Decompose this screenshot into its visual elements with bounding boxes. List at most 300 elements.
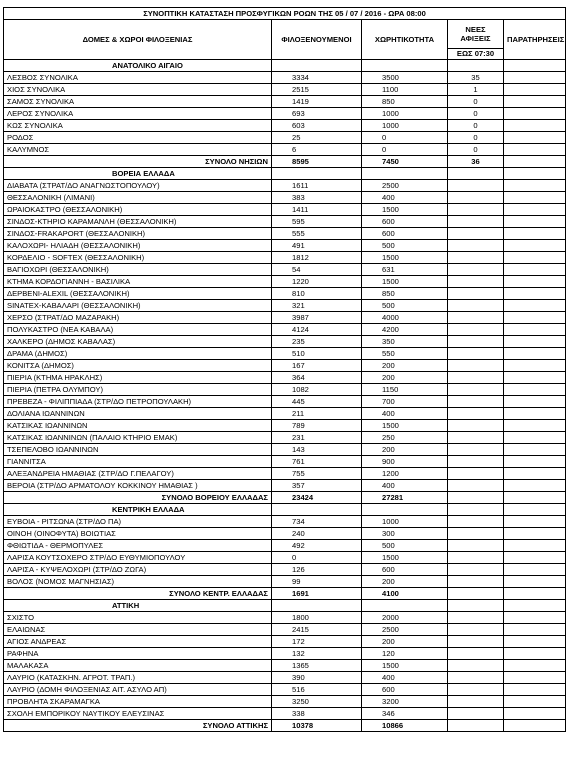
document-title: ΣΥΝΟΠΤΙΚΗ ΚΑΤΑΣΤΑΣΗ ΠΡΟΣΦΥΓΙΚΩΝ ΡΟΩΝ ΤΗΣ 05 / 07 / 2016 - ΩΡΑ 08:00 — [4, 8, 566, 20]
table-row — [4, 540, 566, 552]
hosted-cell: 1812 — [272, 252, 362, 264]
hosted-cell: 755 — [272, 468, 362, 480]
new-arrivals-cell — [448, 540, 504, 552]
facility-name-cell: ΧΑΛΚΕΡΟ (ΔΗΜΟΣ ΚΑΒΑΛΑΣ) — [4, 336, 272, 348]
hosted-cell: 54 — [272, 264, 362, 276]
table-row — [4, 384, 566, 396]
region-header-row — [4, 504, 566, 516]
remarks-cell — [504, 444, 566, 456]
total-row — [4, 156, 566, 168]
facility-name-cell: ΛΑΡΙΣΑ ΚΟΥΤΣΟΧΕΡΟ ΣΤΡ/ΔΟ ΕΥΘΥΜΙΟΠΟΥΛΟΥ — [4, 552, 272, 564]
new-arrivals-cell — [448, 312, 504, 324]
table-body — [4, 8, 566, 732]
new-arrivals-cell: 35 — [448, 72, 504, 84]
remarks-cell — [504, 156, 566, 168]
hosted-cell: 390 — [272, 672, 362, 684]
new-arrivals-cell — [448, 468, 504, 480]
remarks-cell — [504, 228, 566, 240]
new-arrivals-cell — [448, 192, 504, 204]
header-facilities: ΔΟΜΕΣ & ΧΩΡΟΙ ΦΙΛΟΞΕΝΙΑΣ — [4, 20, 272, 60]
table-row — [4, 132, 566, 144]
facility-name-cell: ΣΥΝΟΛΟ ΚΕΝΤΡ. ΕΛΛΑΔΑΣ — [4, 588, 272, 600]
facility-name-cell: ΒΟΛΟΣ (ΝΟΜΟΣ ΜΑΓΝΗΣΙΑΣ) — [4, 576, 272, 588]
facility-name-cell: ΕΥΒΟΙΑ - ΡΙΤΣΩΝΑ (ΣΤΡ/ΔΟ ΠΑ) — [4, 516, 272, 528]
new-arrivals-cell — [448, 696, 504, 708]
remarks-cell — [504, 720, 566, 732]
remarks-cell — [504, 144, 566, 156]
hosted-cell: 3334 — [272, 72, 362, 84]
facility-name-cell: SINATEX-ΚΑΒΑΛΑΡΙ (ΘΕΣΣΑΛΟΝΙΚΗ) — [4, 300, 272, 312]
table-row — [4, 648, 566, 660]
hosted-cell: 0 — [272, 552, 362, 564]
capacity-cell: 27281 — [362, 492, 448, 504]
new-arrivals-cell — [448, 432, 504, 444]
capacity-cell: 200 — [362, 576, 448, 588]
facility-name-cell: ΑΤΤΙΚΗ — [4, 600, 272, 612]
table-row — [4, 420, 566, 432]
new-arrivals-cell — [448, 408, 504, 420]
hosted-cell: 1220 — [272, 276, 362, 288]
capacity-cell: 1150 — [362, 384, 448, 396]
remarks-cell — [504, 468, 566, 480]
facility-name-cell: ΣΧΙΣΤΟ — [4, 612, 272, 624]
facility-name-cell: ΠΡΕΒΕΖΑ - ΦΙΛΙΠΠΙΑΔΑ (ΣΤΡ/ΔΟ ΠΕΤΡΟΠΟΥΛΑΚΗ) — [4, 396, 272, 408]
facility-name-cell: ΔΡΑΜΑ (ΔΗΜΟΣ) — [4, 348, 272, 360]
new-arrivals-cell — [448, 504, 504, 516]
remarks-cell — [504, 96, 566, 108]
region-header-row — [4, 60, 566, 72]
capacity-cell: 0 — [362, 144, 448, 156]
new-arrivals-cell — [448, 228, 504, 240]
region-header-row — [4, 168, 566, 180]
new-arrivals-cell — [448, 168, 504, 180]
capacity-cell — [362, 168, 448, 180]
facility-name-cell: ΚΟΡΔΕΛΙΟ - SOFTEX (ΘΕΣΣΑΛΟΝΙΚΗ) — [4, 252, 272, 264]
new-arrivals-cell — [448, 624, 504, 636]
capacity-cell: 300 — [362, 528, 448, 540]
remarks-cell — [504, 528, 566, 540]
new-arrivals-cell — [448, 324, 504, 336]
remarks-cell — [504, 336, 566, 348]
hosted-cell: 1691 — [272, 588, 362, 600]
facility-name-cell: ΑΝΑΤΟΛΙΚΟ ΑΙΓΑΙΟ — [4, 60, 272, 72]
new-arrivals-cell — [448, 288, 504, 300]
new-arrivals-cell — [448, 660, 504, 672]
remarks-cell — [504, 204, 566, 216]
new-arrivals-cell: 0 — [448, 132, 504, 144]
hosted-cell: 8595 — [272, 156, 362, 168]
new-arrivals-cell — [448, 372, 504, 384]
table-row — [4, 708, 566, 720]
capacity-cell: 600 — [362, 216, 448, 228]
facility-name-cell: ΟΙΝΟΗ (ΟΙΝΟΦΥΤΑ) ΒΟΙΩΤΙΑΣ — [4, 528, 272, 540]
capacity-cell: 3200 — [362, 696, 448, 708]
hosted-cell: 383 — [272, 192, 362, 204]
new-arrivals-cell — [448, 60, 504, 72]
table-row — [4, 516, 566, 528]
facility-name-cell: ΣΥΝΟΛΟ ΝΗΣΙΩΝ — [4, 156, 272, 168]
table-row — [4, 180, 566, 192]
capacity-cell — [362, 600, 448, 612]
total-row — [4, 720, 566, 732]
new-arrivals-cell — [448, 360, 504, 372]
hosted-cell: 734 — [272, 516, 362, 528]
header-row — [4, 20, 566, 49]
facility-name-cell: ΒΟΡΕΙΑ ΕΛΛΑΔΑ — [4, 168, 272, 180]
facility-name-cell: ΩΡΑΙΟΚΑΣΤΡΟ (ΘΕΣΣΑΛΟΝΙΚΗ) — [4, 204, 272, 216]
remarks-cell — [504, 180, 566, 192]
table-row — [4, 564, 566, 576]
facility-name-cell: ΚΑΤΣΙΚΑΣ ΙΩΑΝΝΙΝΩΝ — [4, 420, 272, 432]
new-arrivals-cell — [448, 240, 504, 252]
remarks-cell — [504, 120, 566, 132]
remarks-cell — [504, 432, 566, 444]
facility-name-cell: ΣΙΝΔΟΣ-FRAKAPORT (ΘΕΣΣΑΛΟΝΙΚΗ) — [4, 228, 272, 240]
capacity-cell: 600 — [362, 564, 448, 576]
facility-name-cell: ΔΟΛΙΑΝΑ ΙΩΑΝΝΙΝΩΝ — [4, 408, 272, 420]
facility-name-cell: ΑΓΙΟΣ ΑΝΔΡΕΑΣ — [4, 636, 272, 648]
remarks-cell — [504, 516, 566, 528]
hosted-cell: 6 — [272, 144, 362, 156]
table-row — [4, 444, 566, 456]
facility-name-cell: ΜΑΛΑΚΑΣΑ — [4, 660, 272, 672]
new-arrivals-cell — [448, 480, 504, 492]
hosted-cell — [272, 168, 362, 180]
table-row — [4, 108, 566, 120]
capacity-cell: 346 — [362, 708, 448, 720]
new-arrivals-cell: 0 — [448, 120, 504, 132]
capacity-cell: 200 — [362, 360, 448, 372]
facility-name-cell: ΚΕΝΤΡΙΚΗ ΕΛΛΑΔΑ — [4, 504, 272, 516]
table-row — [4, 324, 566, 336]
table-row — [4, 552, 566, 564]
hosted-cell — [272, 60, 362, 72]
capacity-cell: 700 — [362, 396, 448, 408]
hosted-cell: 3250 — [272, 696, 362, 708]
region-header-row — [4, 600, 566, 612]
facility-name-cell: ΡΟΔΟΣ — [4, 132, 272, 144]
capacity-cell: 850 — [362, 96, 448, 108]
remarks-cell — [504, 324, 566, 336]
remarks-cell — [504, 384, 566, 396]
total-row — [4, 588, 566, 600]
table-row — [4, 228, 566, 240]
facility-name-cell: ΓΙΑΝΝΙΤΣΑ — [4, 456, 272, 468]
table-row — [4, 684, 566, 696]
capacity-cell: 3500 — [362, 72, 448, 84]
table-row — [4, 612, 566, 624]
hosted-cell: 364 — [272, 372, 362, 384]
hosted-cell: 603 — [272, 120, 362, 132]
title-row — [4, 8, 566, 20]
remarks-cell — [504, 708, 566, 720]
table-row — [4, 96, 566, 108]
remarks-cell — [504, 396, 566, 408]
remarks-cell — [504, 300, 566, 312]
new-arrivals-cell — [448, 684, 504, 696]
table-row — [4, 408, 566, 420]
capacity-cell: 0 — [362, 132, 448, 144]
new-arrivals-cell — [448, 516, 504, 528]
capacity-cell: 850 — [362, 288, 448, 300]
remarks-cell — [504, 480, 566, 492]
facility-name-cell: ΚΩΣ ΣΥΝΟΛΙΚΑ — [4, 120, 272, 132]
hosted-cell: 25 — [272, 132, 362, 144]
capacity-cell: 2000 — [362, 612, 448, 624]
hosted-cell: 492 — [272, 540, 362, 552]
facility-name-cell: ΠΙΕΡΙΑ (ΚΤΗΜΑ ΗΡΑΚΛΗΣ) — [4, 372, 272, 384]
table-row — [4, 120, 566, 132]
table-row — [4, 84, 566, 96]
hosted-cell: 510 — [272, 348, 362, 360]
remarks-cell — [504, 72, 566, 84]
hosted-cell: 167 — [272, 360, 362, 372]
facility-name-cell: ΚΑΤΣΙΚΑΣ ΙΩΑΝΝΙΝΩΝ (ΠΑΛΑΙΟ ΚΤΗΡΙΟ ΕΜΑΚ) — [4, 432, 272, 444]
capacity-cell: 2500 — [362, 180, 448, 192]
capacity-cell: 1500 — [362, 204, 448, 216]
hosted-cell — [272, 504, 362, 516]
facility-name-cell: ΛΕΣΒΟΣ ΣΥΝΟΛΙΚΑ — [4, 72, 272, 84]
hosted-cell: 693 — [272, 108, 362, 120]
new-arrivals-cell: 0 — [448, 144, 504, 156]
capacity-cell: 4100 — [362, 588, 448, 600]
facility-name-cell: ΣΧΟΛΗ ΕΜΠΟΡΙΚΟΥ ΝΑΥΤΙΚΟΥ ΕΛΕΥΣΙΝΑΣ — [4, 708, 272, 720]
new-arrivals-cell: 36 — [448, 156, 504, 168]
hosted-cell: 1082 — [272, 384, 362, 396]
remarks-cell — [504, 552, 566, 564]
remarks-cell — [504, 60, 566, 72]
new-arrivals-cell — [448, 420, 504, 432]
hosted-cell: 1411 — [272, 204, 362, 216]
capacity-cell: 2500 — [362, 624, 448, 636]
hosted-cell: 99 — [272, 576, 362, 588]
remarks-cell — [504, 264, 566, 276]
capacity-cell: 900 — [362, 456, 448, 468]
table-row — [4, 636, 566, 648]
table-row — [4, 372, 566, 384]
hosted-cell: 2415 — [272, 624, 362, 636]
facility-name-cell: ΚΑΛΟΧΩΡΙ- ΗΛΙΑΔΗ (ΘΕΣΣΑΛΟΝΙΚΗ) — [4, 240, 272, 252]
capacity-cell: 1500 — [362, 552, 448, 564]
table-row — [4, 696, 566, 708]
facility-name-cell: ΧΕΡΣΟ (ΣΤΡΑΤ/ΔΟ ΜΑΖΑΡΑΚΗ) — [4, 312, 272, 324]
remarks-cell — [504, 588, 566, 600]
new-arrivals-cell — [448, 588, 504, 600]
new-arrivals-cell — [448, 396, 504, 408]
hosted-cell: 1611 — [272, 180, 362, 192]
hosted-cell: 231 — [272, 432, 362, 444]
capacity-cell: 500 — [362, 240, 448, 252]
capacity-cell: 350 — [362, 336, 448, 348]
hosted-cell: 172 — [272, 636, 362, 648]
table-row — [4, 312, 566, 324]
capacity-cell: 400 — [362, 672, 448, 684]
hosted-cell: 4124 — [272, 324, 362, 336]
refugee-flows-table — [3, 7, 566, 732]
table-row — [4, 300, 566, 312]
capacity-cell: 600 — [362, 684, 448, 696]
facility-name-cell: ΒΕΡΟΙΑ (ΣΤΡ/ΔΟ ΑΡΜΑΤΟΛΟΥ ΚΟΚΚΙΝΟΥ ΗΜΑΘΙΑΣ ) — [4, 480, 272, 492]
capacity-cell: 1500 — [362, 420, 448, 432]
table-row — [4, 396, 566, 408]
capacity-cell: 200 — [362, 372, 448, 384]
new-arrivals-cell — [448, 612, 504, 624]
remarks-cell — [504, 348, 566, 360]
total-row — [4, 492, 566, 504]
new-arrivals-cell — [448, 720, 504, 732]
facility-name-cell: ΣΥΝΟΛΟ ΒΟΡΕΙΟΥ ΕΛΛΑΔΑΣ — [4, 492, 272, 504]
header-capacity: ΧΩΡΗΤΙΚΟΤΗΤΑ — [362, 20, 448, 60]
remarks-cell — [504, 492, 566, 504]
capacity-cell: 1000 — [362, 120, 448, 132]
capacity-cell: 200 — [362, 444, 448, 456]
new-arrivals-cell — [448, 300, 504, 312]
remarks-cell — [504, 240, 566, 252]
new-arrivals-cell — [448, 648, 504, 660]
new-arrivals-cell — [448, 180, 504, 192]
new-arrivals-cell — [448, 216, 504, 228]
new-arrivals-cell — [448, 600, 504, 612]
capacity-cell: 400 — [362, 480, 448, 492]
hosted-cell — [272, 600, 362, 612]
remarks-cell — [504, 648, 566, 660]
facility-name-cell: ΣΙΝΔΟΣ-ΚΤΗΡΙΟ ΚΑΡΑΜΑΝΛΗ (ΘΕΣΣΑΛΟΝΙΚΗ) — [4, 216, 272, 228]
remarks-cell — [504, 372, 566, 384]
hosted-cell: 1800 — [272, 612, 362, 624]
remarks-cell — [504, 288, 566, 300]
new-arrivals-cell — [448, 384, 504, 396]
capacity-cell: 120 — [362, 648, 448, 660]
remarks-cell — [504, 456, 566, 468]
capacity-cell: 631 — [362, 264, 448, 276]
table-row — [4, 528, 566, 540]
hosted-cell: 132 — [272, 648, 362, 660]
facility-name-cell: ΛΑΡΙΣΑ - ΚΥΨΕΛΟΧΩΡΙ (ΣΤΡ/ΔΟ ΖΩΓΑ) — [4, 564, 272, 576]
hosted-cell: 761 — [272, 456, 362, 468]
hosted-cell: 595 — [272, 216, 362, 228]
new-arrivals-cell: 0 — [448, 96, 504, 108]
new-arrivals-cell — [448, 204, 504, 216]
new-arrivals-cell — [448, 552, 504, 564]
hosted-cell: 491 — [272, 240, 362, 252]
capacity-cell: 1500 — [362, 660, 448, 672]
remarks-cell — [504, 540, 566, 552]
table-row — [4, 456, 566, 468]
hosted-cell: 516 — [272, 684, 362, 696]
facility-name-cell: ΠΟΛΥΚΑΣΤΡΟ (ΝΕΑ ΚΑΒΑΛΑ) — [4, 324, 272, 336]
facility-name-cell: ΡΑΦΗΝΑ — [4, 648, 272, 660]
remarks-cell — [504, 84, 566, 96]
table-row — [4, 360, 566, 372]
new-arrivals-cell — [448, 708, 504, 720]
hosted-cell: 211 — [272, 408, 362, 420]
capacity-cell: 400 — [362, 192, 448, 204]
facility-name-cell: ΛΕΡΟΣ ΣΥΝΟΛΙΚΑ — [4, 108, 272, 120]
new-arrivals-cell: 0 — [448, 108, 504, 120]
remarks-cell — [504, 108, 566, 120]
hosted-cell: 321 — [272, 300, 362, 312]
hosted-cell: 240 — [272, 528, 362, 540]
facility-name-cell: ΣΥΝΟΛΟ ΑΤΤΙΚΗΣ — [4, 720, 272, 732]
table-row — [4, 672, 566, 684]
remarks-cell — [504, 408, 566, 420]
header-remarks: ΠΑΡΑΤΗΡΗΣΕΙΣ — [504, 20, 566, 60]
hosted-cell: 357 — [272, 480, 362, 492]
capacity-cell: 7450 — [362, 156, 448, 168]
new-arrivals-cell — [448, 492, 504, 504]
hosted-cell: 235 — [272, 336, 362, 348]
new-arrivals-cell — [448, 336, 504, 348]
remarks-cell — [504, 192, 566, 204]
table-row — [4, 72, 566, 84]
capacity-cell: 1100 — [362, 84, 448, 96]
capacity-cell: 250 — [362, 432, 448, 444]
table-row — [4, 192, 566, 204]
facility-name-cell: ΕΛΑΙΩΝΑΣ — [4, 624, 272, 636]
table-row — [4, 216, 566, 228]
remarks-cell — [504, 696, 566, 708]
facility-name-cell: ΔΙΑΒΑΤΑ (ΣΤΡΑΤ/ΔΟ ΑΝΑΓΝΩΣΤΟΠΟΥΛΟΥ) — [4, 180, 272, 192]
new-arrivals-cell — [448, 564, 504, 576]
new-arrivals-cell — [448, 528, 504, 540]
capacity-cell: 200 — [362, 636, 448, 648]
hosted-cell: 143 — [272, 444, 362, 456]
remarks-cell — [504, 312, 566, 324]
hosted-cell: 10378 — [272, 720, 362, 732]
new-arrivals-cell — [448, 348, 504, 360]
capacity-cell: 4000 — [362, 312, 448, 324]
remarks-cell — [504, 420, 566, 432]
remarks-cell — [504, 660, 566, 672]
facility-name-cell: ΘΕΣΣΑΛΟΝΙΚΗ (ΛΙΜΑΝΙ) — [4, 192, 272, 204]
facility-name-cell: ΠΡΟΒΛΗΤΑ ΣΚΑΡΑΜΑΓΚΑ — [4, 696, 272, 708]
capacity-cell: 1000 — [362, 516, 448, 528]
table-row — [4, 576, 566, 588]
facility-name-cell: ΛΑΥΡΙΟ (ΚΑΤΑΣΚΗΝ. ΑΓΡΟΤ. ΤΡΑΠ.) — [4, 672, 272, 684]
table-row — [4, 480, 566, 492]
remarks-cell — [504, 612, 566, 624]
facility-name-cell: ΧΙΟΣ ΣΥΝΟΛΙΚΑ — [4, 84, 272, 96]
facility-name-cell: ΣΑΜΟΣ ΣΥΝΟΛΙΚΑ — [4, 96, 272, 108]
hosted-cell: 3987 — [272, 312, 362, 324]
facility-name-cell: ΠΙΕΡΙΑ (ΠΕΤΡΑ ΟΛΥΜΠΟΥ) — [4, 384, 272, 396]
remarks-cell — [504, 168, 566, 180]
hosted-cell: 810 — [272, 288, 362, 300]
new-arrivals-cell — [448, 576, 504, 588]
table-row — [4, 144, 566, 156]
capacity-cell: 10866 — [362, 720, 448, 732]
facility-name-cell: ΚΟΝΙΤΣΑ (ΔΗΜΟΣ) — [4, 360, 272, 372]
table-row — [4, 336, 566, 348]
remarks-cell — [504, 252, 566, 264]
facility-name-cell: ΦΘΙΩΤΙΔΑ - ΘΕΡΜΟΠΥΛΕΣ — [4, 540, 272, 552]
header-arrivals-until: ΕΩΣ 07:30 — [448, 49, 504, 60]
table-row — [4, 240, 566, 252]
table-row — [4, 624, 566, 636]
remarks-cell — [504, 636, 566, 648]
hosted-cell: 338 — [272, 708, 362, 720]
capacity-cell — [362, 504, 448, 516]
remarks-cell — [504, 132, 566, 144]
table-row — [4, 348, 566, 360]
hosted-cell: 1365 — [272, 660, 362, 672]
hosted-cell: 126 — [272, 564, 362, 576]
capacity-cell: 1500 — [362, 252, 448, 264]
remarks-cell — [504, 504, 566, 516]
new-arrivals-cell — [448, 672, 504, 684]
header-hosted: ΦΙΛΟΞΕΝΟΥΜΕΝΟΙ — [272, 20, 362, 60]
new-arrivals-cell — [448, 276, 504, 288]
